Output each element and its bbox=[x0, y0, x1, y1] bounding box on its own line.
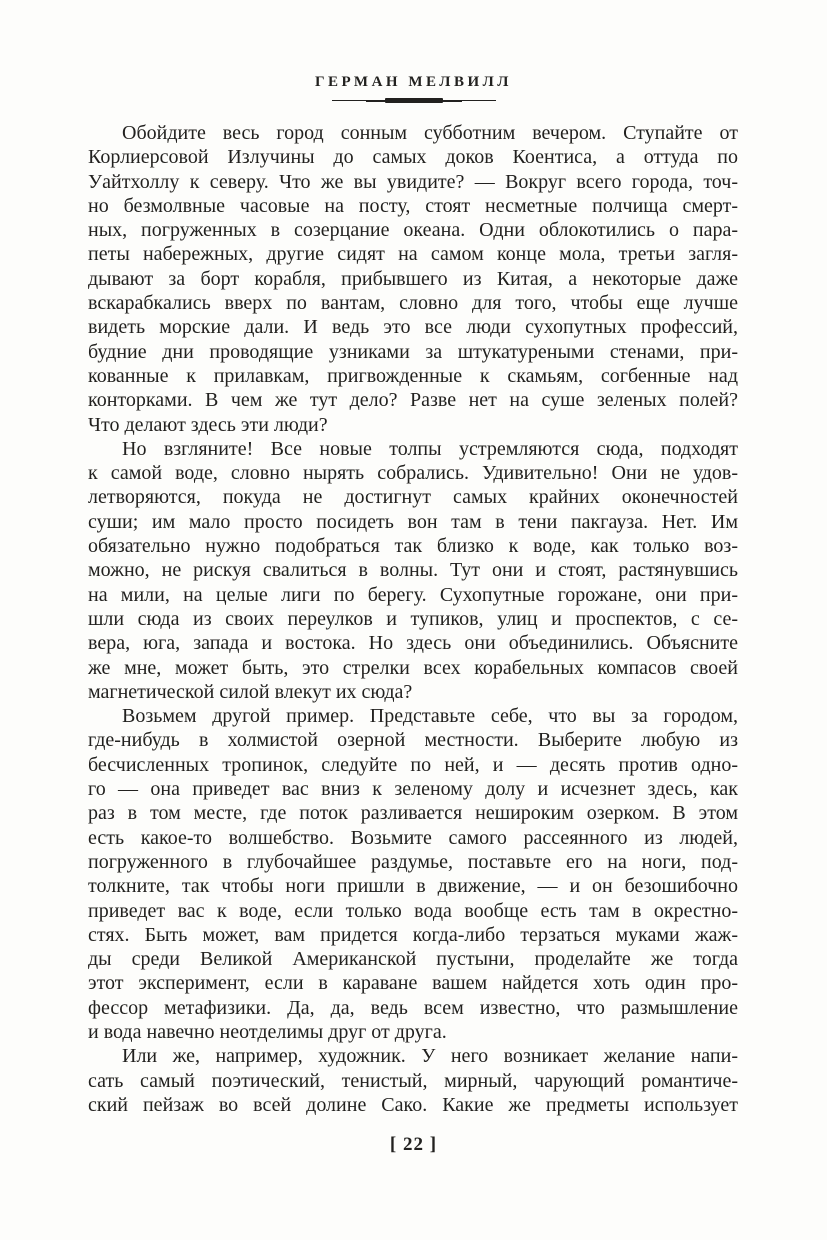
text-line: можно, не рискуя свалиться в волны. Тут они и стоят, растянувшись bbox=[88, 559, 738, 582]
text-line: петы набережных, другие сидят на самом конце мола, третьи загля- bbox=[88, 243, 738, 266]
text-line: приведет вас к воде, если только вода вообще есть там в окрестно- bbox=[88, 899, 738, 922]
text-line: Что делают здесь эти люди? bbox=[88, 413, 328, 436]
text-line: Корлиерсовой Излучины до самых доков Коентиса, а оттуда по bbox=[88, 146, 738, 169]
divider-thick-rule bbox=[385, 98, 443, 103]
text-line: го — она приведет вас вниз к зеленому долу и исчезнет здесь, как bbox=[88, 778, 738, 801]
page-number: [ 22 ] bbox=[389, 1134, 438, 1155]
text-line: обязательно нужно подобраться так близко к воде, как только воз- bbox=[88, 535, 738, 558]
text-line: раз в том месте, где поток разливается нешироким озерком. В этом bbox=[88, 802, 738, 825]
text-line: же мне, может быть, это стрелки всех корабельных компасов своей bbox=[88, 656, 738, 679]
text-line: где-нибудь в холмистой озерной местности. Выберите любую из bbox=[88, 729, 738, 752]
text-line: сать самый поэтический, тенистый, мирный, чарующий романтиче- bbox=[88, 1069, 738, 1092]
text-line: ский пейзаж во всей долине Сако. Какие же предметы использует bbox=[88, 1093, 738, 1116]
text-line: Но взгляните! Все новые толпы устремляются сюда, подходят bbox=[122, 437, 738, 460]
text-line: Уайтхоллу к северу. Что же вы увидите? — Вокруг всего города, точ- bbox=[88, 170, 738, 193]
text-line: вскарабкались вверх по вантам, словно для того, чтобы еще лучше bbox=[88, 292, 738, 315]
text-line: Возьмем другой пример. Представьте себе, что вы за городом, bbox=[122, 705, 738, 728]
text-line: шли сюда из своих переулков и тупиков, улиц и проспектов, с се- bbox=[88, 607, 738, 630]
text-line: стях. Быть может, вам придется когда-либо терзаться муками жаж- bbox=[88, 923, 738, 946]
text-line: на мили, на целые лиги по берегу. Сухопутные горожане, они при- bbox=[88, 583, 738, 606]
text-line: толкните, так чтобы ноги пришли в движение, — и он безошибочно bbox=[88, 875, 738, 898]
text-line: Обойдите весь город сонным субботним вечером. Ступайте от bbox=[122, 122, 738, 144]
text-line: есть какое-то волшебство. Возьмите самого рассеянного из людей, bbox=[88, 826, 738, 849]
text-line: фессор метафизики. Да, да, ведь всем известно, что размышление bbox=[88, 996, 738, 1019]
text-line: кованные к прилавкам, пригвожденные к скамьям, согбенные над bbox=[88, 364, 738, 387]
text-line: дывают за борт корабля, прибывшего из Китая, а некоторые даже bbox=[88, 267, 738, 290]
text-line: но безмолвные часовые на посту, стоят несметные полчища смерт- bbox=[88, 194, 738, 217]
text-line: магнетической силой влекут их сюда? bbox=[88, 680, 413, 703]
text-line: будние дни проводящие узниками за штукатуреными стенами, при- bbox=[88, 340, 738, 363]
running-head-author: ГЕРМАН МЕЛВИЛЛ bbox=[314, 74, 512, 90]
text-line: видеть морские дали. И ведь это все люди сухопутных профессий, bbox=[88, 316, 738, 339]
text-line: к самой воде, словно нырять собрались. Удивительно! Они не удов- bbox=[88, 462, 738, 485]
text-line: погруженного в глубочайшее раздумье, поставьте его на ноги, под- bbox=[88, 850, 738, 873]
text-block bbox=[88, 121, 738, 1117]
text-line: этот эксперимент, если в караване вашем найдется хоть один про- bbox=[88, 972, 738, 995]
text-line: ных, погруженных в созерцание океана. Одни облокотились о пара- bbox=[88, 219, 738, 242]
text-line: и вода навечно неотделимы друг от друга. bbox=[88, 1020, 447, 1043]
text-line: Или же, например, художник. У него возникает желание напи- bbox=[122, 1045, 738, 1068]
text-line: конторками. В чем же тут дело? Разве нет на суше зеленых полей? bbox=[88, 389, 738, 412]
header-divider-ornament bbox=[332, 98, 496, 104]
text-line: суши; им мало просто посидеть вон там в тени пакгауза. Нет. Им bbox=[88, 510, 738, 533]
text-line: вера, юга, запада и востока. Но здесь они объединились. Объясните bbox=[88, 632, 738, 655]
text-line: бесчисленных тропинок, следуйте по ней, и — десять против одно- bbox=[88, 753, 738, 776]
text-line: ды среди Великой Американской пустыни, проделайте же тогда bbox=[88, 948, 738, 971]
text-line: летворяются, покуда не достигнут самых крайних оконечностей bbox=[88, 486, 738, 509]
